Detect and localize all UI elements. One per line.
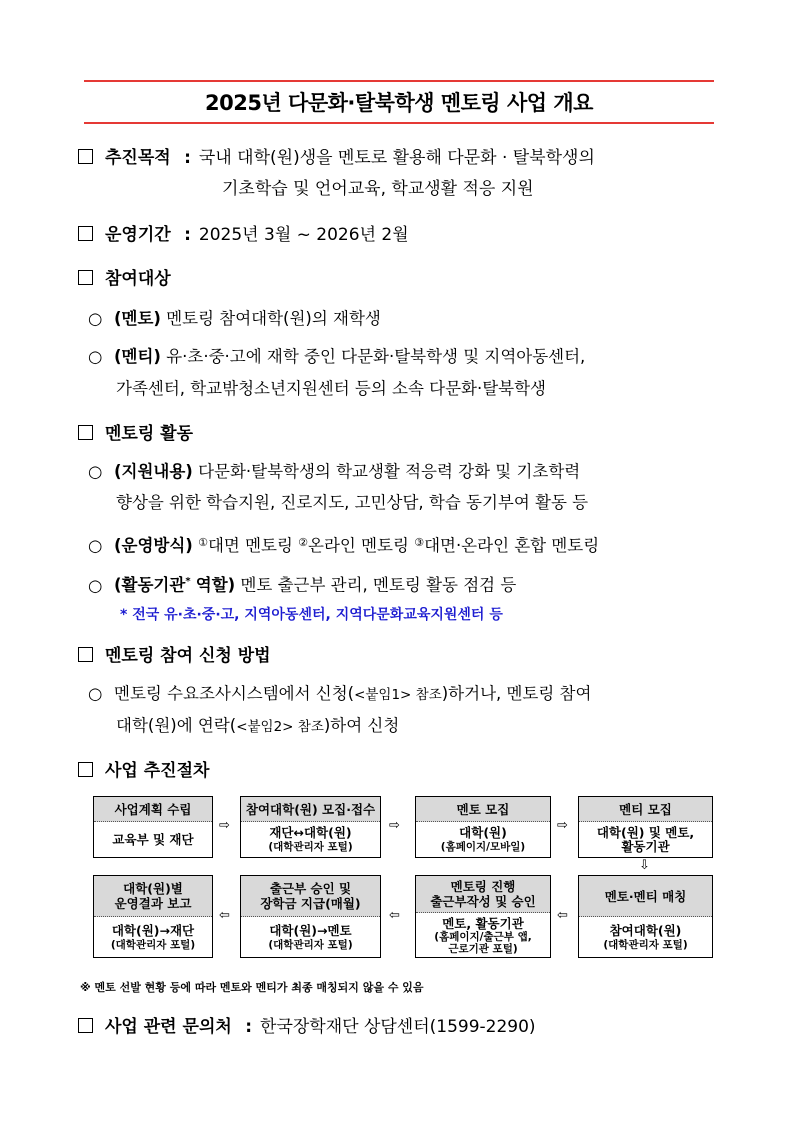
flow-step-6-sub: (홈페이지/출근부 앱, 근로기관 포털) bbox=[434, 930, 532, 955]
flow-step-1-body: 교육부 및 재단 bbox=[112, 832, 194, 847]
circle-bullet-icon: ○ bbox=[88, 536, 103, 555]
contact-value: 한국장학재단 상담센터(1599-2290) bbox=[260, 1017, 536, 1037]
period-label: 운영기간 bbox=[105, 225, 171, 245]
procedure-footnote: ※ 멘토 선발 현황 등에 따라 멘토와 멘티가 최종 매칭되지 않을 수 있음 bbox=[80, 981, 424, 994]
apply-line2-c: )하여 신청 bbox=[323, 716, 400, 735]
section-period bbox=[78, 224, 409, 246]
apply-ref2: <붙임2> 참조 bbox=[236, 719, 324, 735]
flow-step-5-body: 참여대학(원) bbox=[609, 922, 682, 938]
checkbox-square-icon bbox=[78, 226, 93, 241]
mentor-text: 멘토링 참여대학(원)의 재학생 bbox=[166, 309, 381, 328]
section-activity bbox=[78, 423, 193, 445]
apply-line1-a: 멘토링 수요조사시스템에서 신청( bbox=[114, 684, 355, 703]
flow-step-2-body: 재단↔대학(원) bbox=[269, 825, 352, 840]
org-star: * bbox=[185, 576, 191, 587]
flow-step-7-sub: (대학관리자 포털) bbox=[268, 938, 353, 951]
arrow-down-icon: ⇩ bbox=[639, 858, 650, 873]
method-num-3: ③ bbox=[414, 536, 425, 549]
mentee-head: (멘티) bbox=[114, 347, 161, 366]
apply-line1 bbox=[88, 683, 591, 706]
page-title: 2025년 다문화·탈북학생 멘토링 사업 개요 bbox=[205, 91, 593, 115]
checkbox-square-icon bbox=[78, 1018, 93, 1033]
apply-ref1: <붙임1> 참조 bbox=[354, 687, 442, 703]
mentor-head: (멘토) bbox=[114, 309, 161, 328]
section-purpose bbox=[78, 147, 595, 169]
title-banner bbox=[84, 80, 714, 124]
flow-step-2 bbox=[240, 796, 381, 858]
purpose-label: 추진목적 bbox=[105, 148, 171, 168]
support-head: (지원내용) bbox=[114, 462, 193, 481]
apply-line2-a: 대학(원)에 연락( bbox=[116, 716, 237, 735]
mentee-cont: 가족센터, 학교밖청소년지원센터 등의 소속 다문화·탈북학생 bbox=[116, 379, 546, 398]
support-text: 다문화·탈북학생의 학교생활 적응력 강화 및 기초학력 bbox=[198, 462, 581, 481]
arrow-right-icon: ⇨ bbox=[219, 818, 230, 833]
method-text-1: 대면 멘토링 bbox=[207, 536, 293, 555]
checkbox-square-icon bbox=[78, 647, 93, 662]
flow-step-6 bbox=[415, 875, 551, 958]
activity-label: 멘토링 활동 bbox=[105, 424, 194, 444]
support-cont: 향상을 위한 학습지원, 진로지도, 고민상담, 학습 동기부여 활동 등 bbox=[116, 493, 589, 512]
flow-step-3-head: 멘토 모집 bbox=[416, 797, 550, 822]
contact-colon: : bbox=[245, 1017, 253, 1037]
org-text: 멘토 출근부 관리, 멘토링 활동 점검 등 bbox=[240, 575, 517, 595]
flow-step-4-head: 멘티 모집 bbox=[579, 797, 712, 822]
flow-step-8-sub: (대학관리자 포털) bbox=[110, 938, 196, 951]
checkbox-square-icon bbox=[78, 762, 93, 777]
apply-line1-c: )하거나, 멘토링 참여 bbox=[441, 684, 592, 703]
circle-bullet-icon: ○ bbox=[88, 462, 103, 481]
flow-step-8 bbox=[93, 875, 213, 958]
flow-step-7 bbox=[240, 875, 381, 958]
arrow-left-icon: ⇦ bbox=[557, 908, 568, 923]
org-head2: 역할) bbox=[195, 575, 236, 595]
contact-label: 사업 관련 문의처 bbox=[105, 1017, 232, 1037]
flow-step-3-sub: (홈페이지/모바일) bbox=[440, 841, 526, 853]
target-label: 참여대상 bbox=[105, 269, 171, 289]
arrow-right-icon: ⇨ bbox=[557, 818, 568, 833]
arrow-left-icon: ⇦ bbox=[389, 908, 400, 923]
section-target bbox=[78, 268, 171, 290]
flow-step-5 bbox=[578, 875, 713, 958]
checkbox-square-icon bbox=[78, 425, 93, 440]
flow-step-5-sub: (대학관리자 포털) bbox=[603, 938, 688, 951]
flow-step-4-sub: 활동기관 bbox=[621, 839, 670, 854]
org-note: * 전국 유·초·중·고, 지역아동센터, 지역다문화교육지원센터 등 bbox=[120, 607, 503, 623]
flow-step-7-body: 대학(원)→멘토 bbox=[269, 922, 352, 938]
method-text-2: 온라인 멘토링 bbox=[308, 536, 409, 555]
circle-bullet-icon: ○ bbox=[88, 684, 103, 703]
circle-bullet-icon: ○ bbox=[88, 575, 103, 595]
flow-step-1-head: 사업계획 수립 bbox=[94, 797, 212, 822]
activity-support bbox=[88, 461, 580, 483]
section-procedure bbox=[78, 760, 209, 782]
flow-step-4 bbox=[578, 796, 713, 858]
procedure-label: 사업 추진절차 bbox=[105, 761, 210, 781]
activity-method bbox=[88, 532, 599, 557]
flow-step-8-body: 대학(원)→재단 bbox=[111, 922, 195, 938]
flow-step-2-sub: (대학관리자 포털) bbox=[268, 841, 353, 853]
flow-step-5-head: 멘토·멘티 매칭 bbox=[579, 876, 712, 917]
flow-step-3-body: 대학(원) bbox=[459, 825, 507, 840]
method-head: (운영방식) bbox=[114, 536, 193, 555]
flow-step-6-body: 멘토, 활동기관 bbox=[442, 915, 524, 931]
checkbox-square-icon bbox=[78, 270, 93, 285]
checkbox-square-icon bbox=[78, 149, 93, 164]
purpose-line1: 국내 대학(원)생을 멘토로 활용해 다문화 · 탈북학생의 bbox=[198, 148, 595, 168]
apply-label: 멘토링 참여 신청 방법 bbox=[105, 646, 271, 666]
arrow-right-icon: ⇨ bbox=[389, 818, 400, 833]
method-num-1: ① bbox=[198, 536, 208, 549]
org-head: (활동기관 bbox=[114, 575, 186, 595]
flow-step-7-head: 출근부 승인 및 장학금 지급(매월) bbox=[241, 876, 380, 917]
flow-step-2-head: 참여대학(원) 모집·접수 bbox=[241, 797, 380, 822]
period-value: 2025년 3월 ~ 2026년 2월 bbox=[198, 225, 409, 245]
purpose-colon: : bbox=[184, 148, 191, 168]
activity-org bbox=[88, 571, 516, 597]
method-text-3: 대면·온라인 혼합 멘토링 bbox=[424, 536, 600, 555]
flow-step-4-body: 대학(원) 및 멘토, bbox=[596, 825, 695, 840]
section-apply bbox=[78, 645, 271, 667]
flow-step-8-head: 대학(원)별 운영결과 보고 bbox=[94, 876, 212, 917]
circle-bullet-icon: ○ bbox=[88, 347, 103, 366]
arrow-left-icon: ⇦ bbox=[219, 908, 230, 923]
target-item-mentee bbox=[88, 346, 585, 368]
flow-step-1 bbox=[93, 796, 213, 858]
circle-bullet-icon: ○ bbox=[88, 309, 103, 328]
period-colon: : bbox=[184, 225, 191, 245]
flow-step-6-head: 멘토링 진행 출근부작성 및 승인 bbox=[416, 876, 550, 913]
target-item-mentor bbox=[88, 308, 381, 330]
apply-line2 bbox=[116, 715, 399, 738]
flow-step-3 bbox=[415, 796, 551, 858]
section-contact bbox=[78, 1016, 536, 1038]
mentee-text: 유·초·중·고에 재학 중인 다문화·탈북학생 및 지역아동센터, bbox=[166, 347, 586, 366]
method-num-2: ② bbox=[298, 536, 309, 549]
purpose-line2: 기초학습 및 언어교육, 학교생활 적응 지원 bbox=[222, 179, 534, 199]
